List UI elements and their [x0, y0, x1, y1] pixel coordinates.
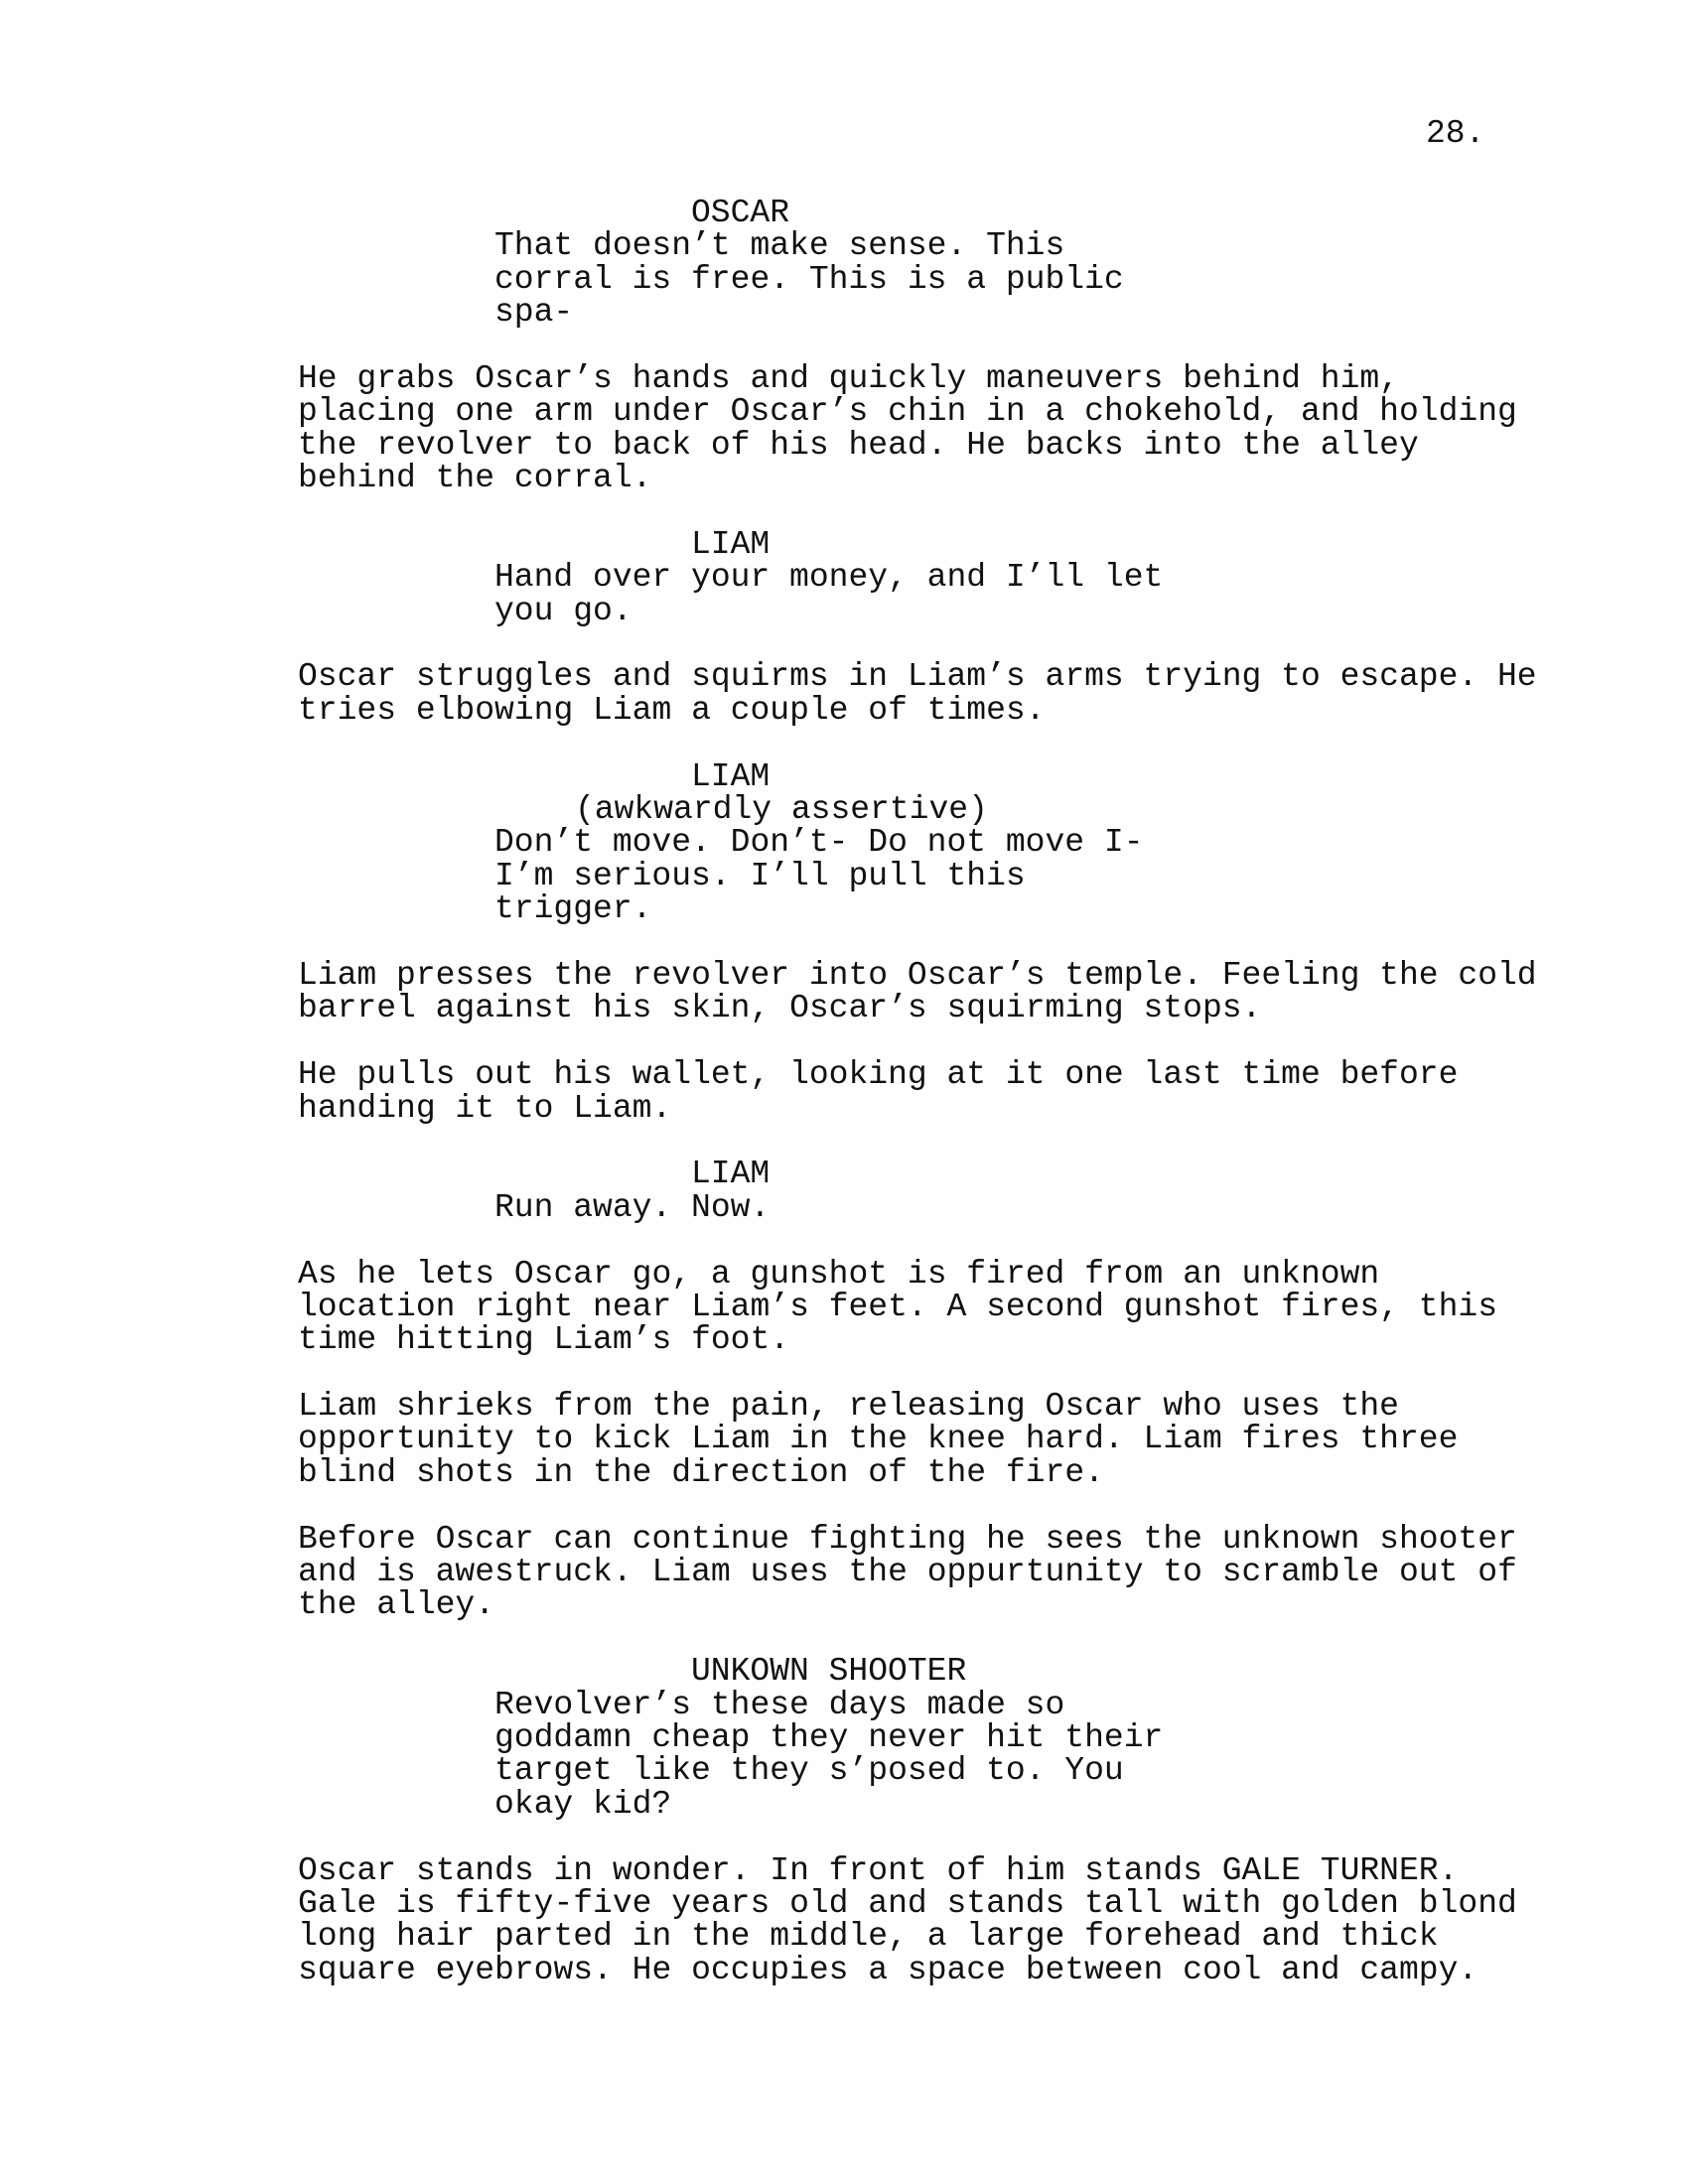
dialogue-line: Revolver’s these days made so	[494, 1686, 1065, 1723]
dialogue-block	[298, 227, 1589, 332]
action-line: Oscar stands in wonder. In front of him stands GALE TURNER.	[298, 1851, 1459, 1889]
action-line: opportunity to kick Liam in the knee hard. Liam fires three	[298, 1421, 1459, 1458]
action-block	[298, 1390, 1589, 1489]
block-spacer	[298, 1357, 1589, 1390]
parenthetical: (awkwardly assertive)	[575, 791, 988, 829]
action-block	[298, 1851, 1589, 1988]
character-name: OSCAR	[691, 195, 790, 231]
screenplay-body	[298, 197, 1589, 1986]
action-block	[298, 1058, 1589, 1125]
block-spacer	[298, 330, 1589, 362]
block-spacer	[298, 1025, 1589, 1058]
block-spacer	[298, 495, 1589, 528]
action-line: Liam presses the revolver into Oscar’s temple. Feeling the cold	[298, 956, 1537, 994]
dialogue-line: Run away. Now.	[494, 1188, 771, 1226]
dialogue-line: That doesn’t make sense. This	[494, 227, 1065, 265]
action-line: barrel against his skin, Oscar’s squirming stops.	[298, 990, 1262, 1027]
block-spacer	[298, 1224, 1589, 1257]
character-name: LIAM	[691, 757, 771, 795]
action-block	[298, 359, 1589, 497]
action-block	[298, 956, 1589, 1027]
page-number: 28.	[1426, 115, 1485, 152]
block-spacer	[298, 1821, 1589, 1853]
character-name: LIAM	[691, 525, 771, 563]
dialogue-line: Don’t move. Don’t- Do not move I-	[494, 824, 1144, 862]
action-line: behind the corral.	[298, 460, 652, 497]
action-line: the revolver to back of his head. He backs into the alley	[298, 426, 1419, 464]
action-line: time hitting Liam’s foot.	[298, 1321, 790, 1359]
dialogue-block	[298, 561, 1589, 627]
block-spacer	[298, 627, 1589, 660]
block-spacer	[298, 727, 1589, 759]
action-block	[298, 1520, 1589, 1624]
dialogue-line: Hand over your money, and I’ll let	[494, 559, 1164, 597]
block-spacer	[298, 1125, 1589, 1158]
block-spacer	[298, 1622, 1589, 1655]
dialogue-block	[298, 824, 1589, 928]
dialogue-block	[298, 1686, 1589, 1823]
dialogue-line: spa-	[494, 294, 574, 332]
dialogue-line: goddamn cheap they never hit their	[494, 1718, 1164, 1756]
character-block	[298, 757, 1589, 795]
character-name: UNKOWN SHOOTER	[691, 1653, 967, 1691]
action-line: blind shots in the direction of the fire.	[298, 1453, 1104, 1491]
action-line: tries elbowing Liam a couple of times.	[298, 691, 1046, 729]
action-line: placing one arm under Oscar’s chin in a chokehold, and holding	[298, 393, 1517, 431]
dialogue-line: trigger.	[494, 890, 652, 928]
action-line: and is awestruck. Liam uses the oppurtunity to scramble out of	[298, 1554, 1517, 1591]
paren-block	[298, 791, 1589, 829]
action-line: Liam shrieks from the pain, releasing Oscar who uses the	[298, 1388, 1399, 1426]
block-spacer	[298, 1489, 1589, 1522]
character-block	[298, 1653, 1589, 1691]
action-block	[298, 1255, 1589, 1359]
dialogue-line: okay kid?	[494, 1785, 672, 1823]
action-line: long hair parted in the middle, a large forehead and thick	[298, 1918, 1439, 1956]
character-name: LIAM	[691, 1156, 771, 1193]
dialogue-line: target like they s’posed to. You	[494, 1752, 1124, 1790]
character-block	[298, 525, 1589, 563]
dialogue-line: corral is free. This is a public	[494, 260, 1124, 298]
action-line: He pulls out his wallet, looking at it one last time before	[298, 1056, 1459, 1094]
action-line: Before Oscar can continue fighting he sees the unknown shooter	[298, 1520, 1517, 1558]
action-line: location right near Liam’s feet. A second gunshot fires, this	[298, 1288, 1497, 1325]
dialogue-block	[298, 1188, 1589, 1226]
character-block	[298, 1156, 1589, 1193]
action-line: handing it to Liam.	[298, 1089, 672, 1127]
action-line: Oscar struggles and squirms in Liam’s arms trying to escape. He	[298, 658, 1537, 696]
dialogue-line: I’m serious. I’ll pull this	[494, 857, 1026, 894]
action-line: square eyebrows. He occupies a space between cool and campy.	[298, 1951, 1478, 1988]
action-line: Gale is fifty-five years old and stands tall with golden blond	[298, 1884, 1517, 1922]
action-line: As he lets Oscar go, a gunshot is fired from an unknown	[298, 1255, 1380, 1293]
block-spacer	[298, 926, 1589, 959]
action-block	[298, 660, 1589, 727]
action-line: the alley.	[298, 1586, 495, 1624]
action-line: He grabs Oscar’s hands and quickly maneuvers behind him,	[298, 359, 1399, 397]
dialogue-line: you go.	[494, 592, 633, 629]
character-block	[298, 197, 1589, 229]
